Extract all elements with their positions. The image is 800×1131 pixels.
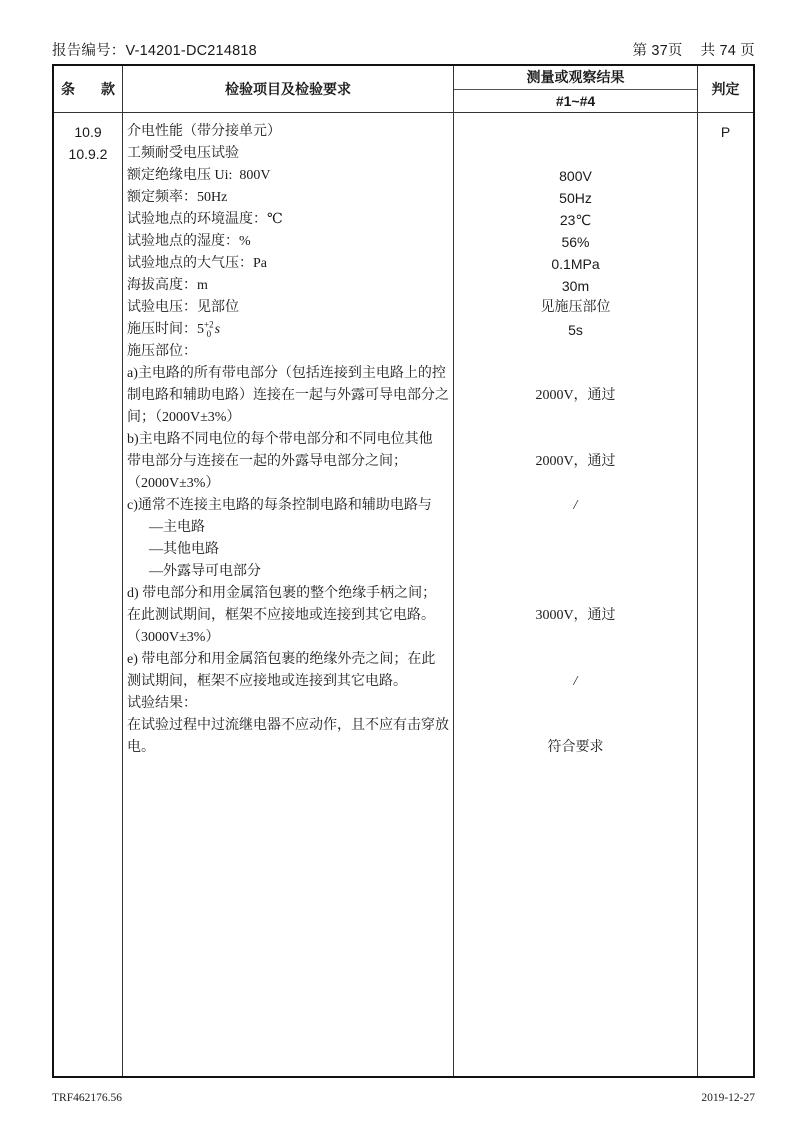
item-d-line-1: d) 带电部分和用金属箔包裹的整个绝缘手柄之间； [127,586,437,601]
result-blank-1 [454,121,697,143]
result-spacer-b-2 [454,473,697,495]
column-header-item: 检验项目及检验要求 [122,66,454,112]
item-b-line-1: b)主电路不同电位的每个带电部分和不同电位其他 [127,432,433,447]
item-line-application-time: 施压时间：$5^{+2}_0$ s [127,319,221,339]
verdict-value: P [720,124,731,140]
item-line-rated-frequency: 额定频率：50Hz [127,190,228,205]
item-test-result-label: 试验结果： [127,696,197,711]
item-line-dielectric: 介电性能（带分接单元） [127,124,281,139]
item-test-result-line-1: 在试验过程中过流继电器不应动作，且不应有击穿放 [127,718,449,733]
item-c-sub-1: —主电路 [149,520,205,535]
result-rated-frequency: 50Hz [559,190,592,206]
item-b-line-3: （2000V±3%） [127,476,220,491]
cell-measurement-results [454,113,697,1076]
item-e-line-2: 测试期间，框架不应接地或连接到其它电路。 [127,674,407,689]
result-application-time: 5s [568,322,583,338]
result-test-conclusion: 符合要求 [547,740,604,755]
page-footer [52,1092,755,1104]
item-d-line-2: 在此测试期间，框架不应接地或连接到其它电路。 [127,608,435,623]
column-header-verdict: 判定 [697,66,753,112]
footer-doc-code: TRF462176.56 [52,1092,122,1104]
result-item-a: 2000V，通过 [535,388,616,403]
result-spacer-a-2 [454,407,697,429]
result-item-d: 3000V，通过 [535,608,616,623]
item-line-test-voltage: 试验电压：见部位 [127,300,239,315]
item-line-pressure-points-label: 施压部位： [127,344,197,359]
item-d-line-3: （3000V±3%） [127,630,220,645]
column-header-result-group: 测量或观察结果 [454,66,697,90]
item-line-power-frequency-test: 工频耐受电压试验 [127,146,239,161]
item-line-atmospheric-pressure: 试验地点的大气压：Pa [127,256,267,271]
result-item-b: 2000V，通过 [535,454,616,469]
item-a-line-3: 间；（2000V±3%） [127,410,241,425]
report-number: 报告编号：V-14201-DC214818 [52,43,257,59]
column-header-result-sub: #1~#4 [555,92,596,109]
cell-verdict [697,113,753,1076]
result-ambient-temperature: 23℃ [559,212,592,228]
item-line-altitude: 海拔高度：m [127,278,208,293]
result-altitude: 30m [561,278,590,294]
item-c-line-1: c)通常不连接主电路的每条控制电路和辅助电路与 [127,498,432,513]
item-line-humidity: 试验地点的湿度：% [127,234,251,249]
result-atmospheric-pressure: 0.1MPa [551,256,600,272]
clause-number-primary: 10.9 [74,124,102,140]
result-rated-insulation-voltage: 800V [559,168,592,184]
result-item-c: / [573,498,578,513]
item-line-rated-insulation-voltage: 额定绝缘电压 Ui: 800V [127,168,271,183]
result-spacer-pressure-label [454,341,697,363]
page-header [52,38,755,60]
item-line-ambient-temperature: 试验地点的环境温度：℃ [127,212,283,227]
item-test-result-line-2: 电。 [127,740,155,755]
result-spacer-e-1 [454,649,697,671]
result-spacer-b-1 [454,429,697,451]
result-spacer-c [454,517,697,583]
column-header-result [454,66,697,112]
page-numbering [632,39,755,60]
page-current: 第 37页 [632,43,683,59]
column-header-clause: 条 款 [61,81,121,97]
table-body [54,113,753,1076]
cell-clause-numbers [54,113,122,1076]
result-spacer-d-1 [454,583,697,605]
result-spacer-final [454,693,697,737]
result-spacer-a-1 [454,363,697,385]
result-item-e: / [573,674,578,689]
footer-date: 2019-12-27 [701,1092,755,1104]
result-blank-2 [454,143,697,165]
result-test-voltage: 见施压部位 [540,300,611,315]
clause-number-secondary: 10.9.2 [68,146,108,162]
item-b-line-2: 带电部分与连接在一起的外露导电部分之间； [127,454,407,469]
page-total: 共 74 页 [700,43,755,59]
inspection-table [52,64,755,1078]
item-c-sub-2: —其他电路 [149,542,219,557]
cell-inspection-items [122,113,454,1076]
table-header-row [54,66,753,113]
item-c-sub-3: —外露导可电部分 [149,564,261,579]
item-a-line-1: a)主电路的所有带电部分（包括连接到主电路上的控 [127,366,446,381]
result-humidity: 56% [561,234,590,250]
result-spacer-d-2 [454,627,697,649]
item-a-line-2: 制电路和辅助电路）连接在一起与外露可导电部分之 [127,388,449,403]
item-e-line-1: e) 带电部分和用金属箔包裹的绝缘外壳之间；在此 [127,652,436,667]
